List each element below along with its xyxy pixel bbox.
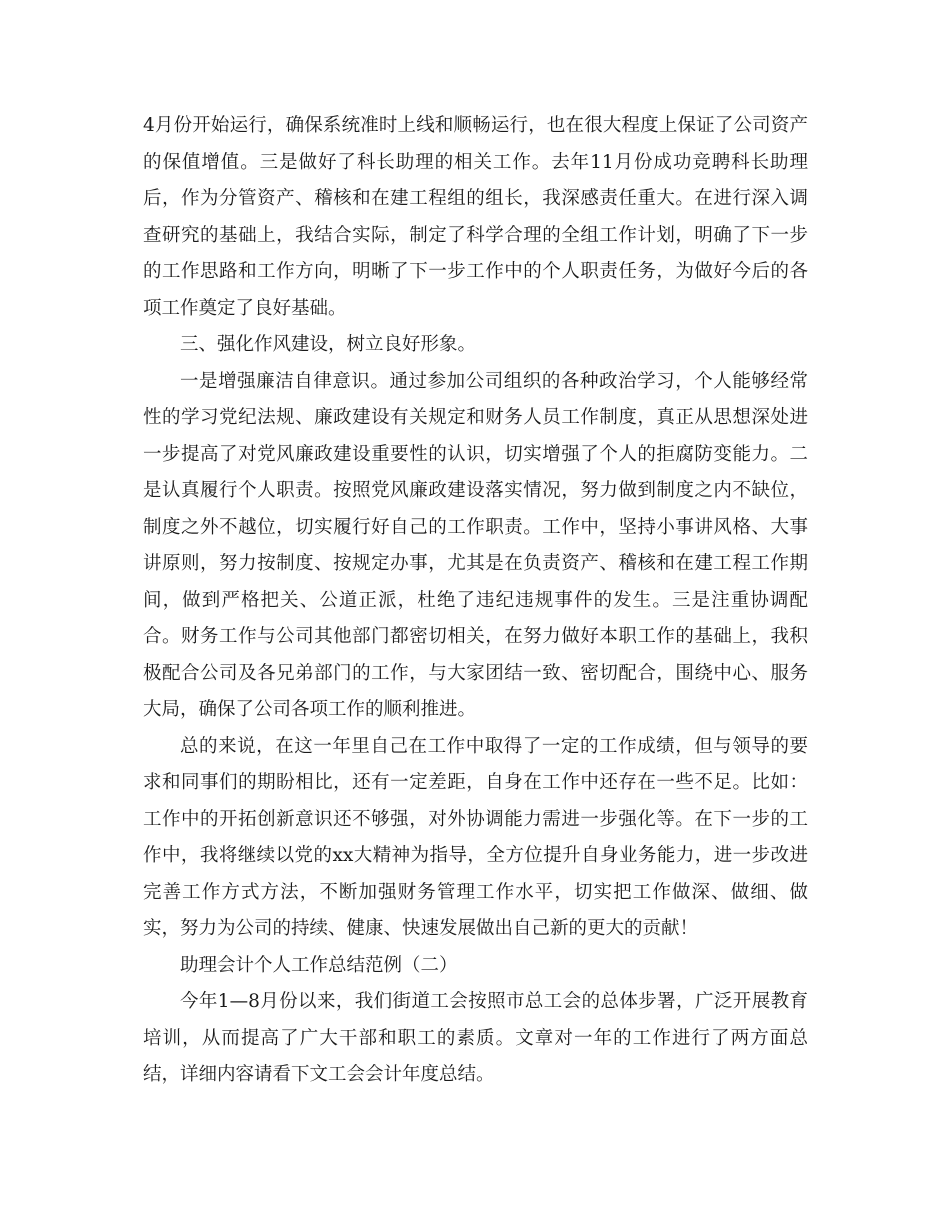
- section-heading-example-two: 助理会计个人工作总结范例（二）: [180, 954, 458, 976]
- section-heading-work-style: 三、强化作风建设，树立良好形象。: [180, 334, 477, 355]
- paragraph-summary: 总的来说，在这一年里自己在工作中取得了一定的工作成绩，但与领导的要求和同事们的期盼相比，还有一定差距，自身在工作中还存在一些不足。比如：工作中的开拓创新意识还不够强，对外协调能力需进一步强化等。在下一步的工作中，我将继续以党的xx大精神为指导，全方位提升自身业务能力，进一步改进完善工作方式方法，不断加强财务管理工作水平，切实把工作做深、做细、做实，努力为公司的持续、健康、快速发展做出自己新的更大的贡献！: [143, 735, 808, 939]
- paragraph-integrity: 一是增强廉洁自律意识。通过参加公司组织的各种政治学习，个人能够经常性的学习党纪法规、廉政建设有关规定和财务人员工作制度，真正从思想深处进一步提高了对党风廉政建设重要性的认识，切实增强了个人的拒腐防变能力。二是认真履行个人职责。按照党风廉政建设落实情况，努力做到制度之内不缺位，制度之外不越位，切实履行好自己的工作职责。工作中，坚持小事讲风格、大事讲原则，努力按制度、按规定办事，尤其是在负责资产、稽核和在建工程工作期间，做到严格把关、公道正派，杜绝了违纪违规事件的发生。三是注重协调配合。财务工作与公司其他部门都密切相关，在努力做好本职工作的基础上，我积极配合公司及各兄弟部门的工作，与大家团结一致、密切配合，围绕中心、服务大局，确保了公司各项工作的顺利推进。: [143, 370, 808, 720]
- document-body: [143, 108, 808, 1094]
- paragraph-asset-work: 4月份开始运行，确保系统准时上线和顺畅运行，也在很大程度上保证了公司资产的保值增值。三是做好了科长助理的相关工作。去年11月份成功竞聘科长助理后，作为分管资产、稽核和在建工程组的组长，我深感责任重大。在进行深入调查研究的基础上，我结合实际，制定了科学合理的全组工作计划，明确了下一步的工作思路和工作方向，明晰了下一步工作中的个人职责任务，为做好今后的各项工作奠定了良好基础。: [143, 115, 808, 319]
- paragraph-union-training: 今年1—8月份以来，我们街道工会按照市总工会的总体步署，广泛开展教育培训，从而提高了广大干部和职工的素质。文章对一年的工作进行了两方面总结，详细内容请看下文工会会计年度总结。: [143, 991, 808, 1085]
